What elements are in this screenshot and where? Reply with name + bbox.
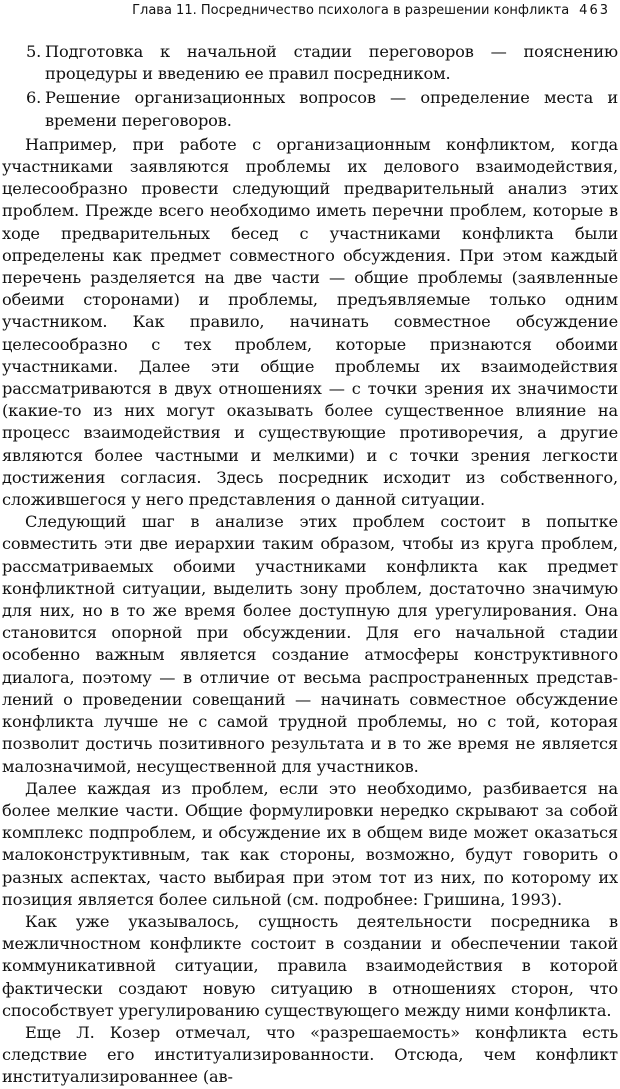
- body-text: [2, 41, 618, 1089]
- page-number: 463: [579, 3, 610, 18]
- list-item-number: 5.: [26, 42, 42, 61]
- list-item: [2, 41, 618, 85]
- paragraph: Еще Л. Козер отмечал, что «разрешаемость» конфликта есть следствие его институализированности. Отсюда, чем конфликт институализированнее (ав-: [2, 1022, 618, 1087]
- paragraph: Как уже указывалось, сущность деятельности посредника в межличностном конфликте состоит в создании и обеспечении такой коммуникативной ситуации, правила взаимодействия в которой фактически создают новую ситуацию в отношениях сторон, что способствует урегулированию существующего между ними конфликта.: [2, 911, 618, 1020]
- list-item-text: Решение организационных вопросов — определение места и времени переговоров.: [45, 88, 618, 130]
- list-item-number: 6.: [26, 88, 42, 108]
- list-item: [2, 87, 618, 131]
- list-item-text: Подготовка к начальной стадии переговоров — пояснению процедуры и введению ее правил посредником.: [45, 42, 618, 84]
- running-head: [50, 3, 610, 18]
- paragraph: Далее каждая из проблем, если это необходимо, разбивается на более мелкие части. Общие формулировки нередко скрывают за собой комплекс подпроблем, и обсуждение их в общем виде может оказаться малоконструктивным, так как стороны, возможно, будут говорить о разных аспектах, часто выбирая при этом тот из них, по которому их позиция является более сильной (см. подробнее: Гришина, 1993).: [2, 778, 618, 909]
- paragraph: Следующий шаг в анализе этих проблем состоит в попытке совместить эти две иерархии таким образом, чтобы из круга проблем, рассматриваемых обоими участниками конфликта как предмет конфликтной ситуации, выделить зону проблем, достаточно значимую для них, но в то же время более доступную для урегулирования. Она становится опорной при обсуждении. Для его начальной стадии особенно важным является создание атмосферы конструктивного диалога, поэтому — в отличие от весьма распространенных представлений о проведении совещаний — начинать совместное обсуждение конфликта лучше не с самой трудной проблемы, но с той, которая позволит достичь позитивного результата и в то же время не является малозначимой, несущественной для участников.: [2, 512, 618, 776]
- chapter-title: Глава 11. Посредничество психолога в разрешении конфликта: [132, 3, 570, 18]
- paragraph: Например, при работе с организационным конфликтом, когда участниками заявляются проблемы их делового взаимодействия, целесообразно провести следующий предварительный анализ этих проблем. Прежде всего необходимо иметь перечни проблем, которые в ходе предварительных бесед с участниками конфликта были определены как предмет совместного обсуждения. При этом каждый перечень разделяется на две части — общие проблемы (заявленные обеими сторонами) и проблемы, предъявляемые только одним участником. Как правило, начинать совместное обсуждение целесообразно с тех проблем, которые признаются обоими участниками. Далее эти общие проблемы их взаимодействия рассматриваются в двух отношениях — с точки зрения их значимости (какие-то из них могут оказывать более существенное влияние на процесс взаимодействия и существующие противоречия, а другие являются более частными и мелкими) и с точки зрения легкости достижения согласия. Здесь посредник исходит из собственного, сложившегося у него представления о данной ситуации.: [2, 134, 618, 510]
